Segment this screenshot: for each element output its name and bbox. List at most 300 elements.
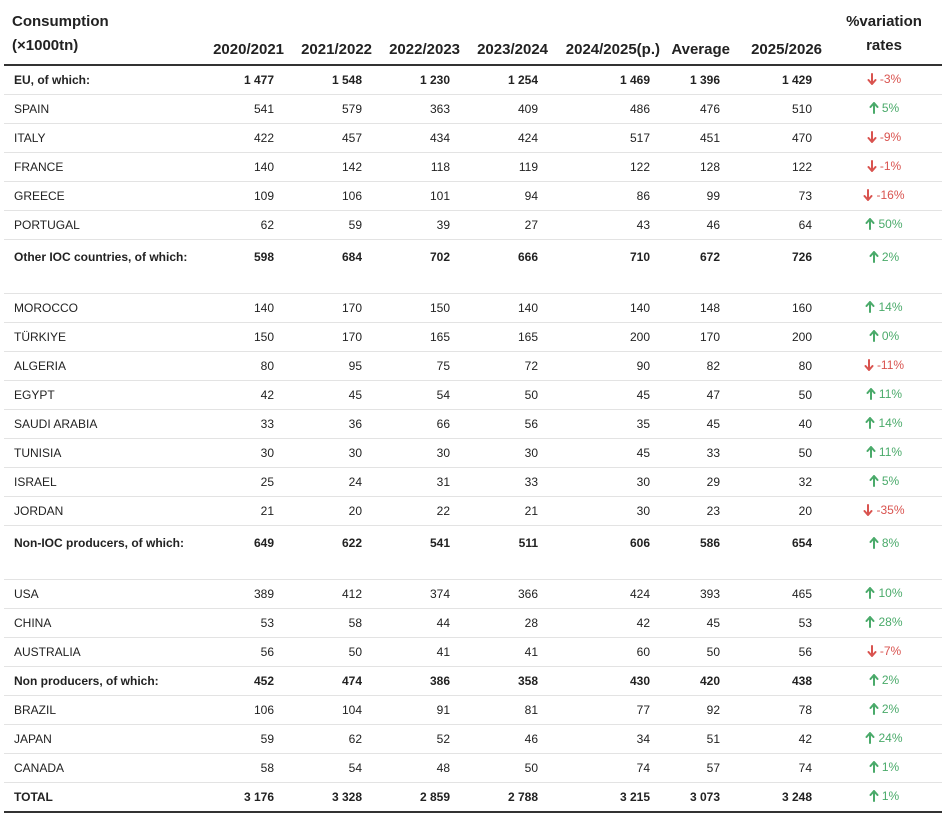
cell-value: 142	[288, 153, 376, 182]
cell-value: 140	[552, 294, 664, 323]
variation-cell	[826, 182, 942, 211]
cell-value: 1 429	[734, 65, 826, 95]
arrow-down-icon	[863, 504, 873, 516]
variation-cell	[826, 696, 942, 725]
variation-cell	[826, 410, 942, 439]
cell-value: 41	[464, 638, 552, 667]
arrow-up-icon	[869, 251, 879, 263]
cell-value: 1 477	[200, 65, 288, 95]
table-row	[4, 65, 942, 95]
cell-value: 438	[734, 667, 826, 696]
cell-value: 2 859	[376, 783, 464, 813]
cell-value: 486	[552, 95, 664, 124]
row-label: JAPAN	[4, 725, 200, 754]
cell-value: 56	[464, 410, 552, 439]
variation-cell	[826, 609, 942, 638]
cell-value: 81	[464, 696, 552, 725]
cell-value: 22	[376, 497, 464, 526]
cell-value: 64	[734, 211, 826, 240]
cell-value: 3 176	[200, 783, 288, 813]
cell-value: 58	[200, 754, 288, 783]
variation-cell	[826, 783, 942, 813]
cell-value: 39	[376, 211, 464, 240]
cell-value: 200	[734, 323, 826, 352]
variation-indicator	[867, 159, 901, 173]
arrow-down-icon	[863, 189, 873, 201]
variation-cell	[826, 95, 942, 124]
table-header	[4, 0, 942, 65]
cell-value: 434	[376, 124, 464, 153]
cell-value: 36	[288, 410, 376, 439]
variation-cell	[826, 153, 942, 182]
variation-indicator	[869, 673, 899, 687]
cell-value: 457	[288, 124, 376, 153]
column-header: Average	[664, 0, 734, 65]
cell-value: 517	[552, 124, 664, 153]
cell-value: 56	[734, 638, 826, 667]
cell-value: 3 073	[664, 783, 734, 813]
variation-cell	[826, 667, 942, 696]
cell-value: 122	[734, 153, 826, 182]
cell-value: 52	[376, 725, 464, 754]
column-header: 2022/2023	[376, 0, 464, 65]
variation-indicator	[869, 702, 899, 716]
cell-value: 106	[288, 182, 376, 211]
variation-percent: -9%	[879, 130, 902, 144]
cell-value: 702	[376, 240, 464, 294]
variation-percent: 0%	[881, 329, 900, 343]
table-row	[4, 696, 942, 725]
row-label: EGYPT	[4, 381, 200, 410]
cell-value: 50	[664, 638, 734, 667]
variation-indicator	[864, 358, 904, 372]
row-label: MOROCCO	[4, 294, 200, 323]
cell-value: 74	[552, 754, 664, 783]
cell-value: 165	[464, 323, 552, 352]
arrow-down-icon	[867, 73, 877, 85]
arrow-up-icon	[866, 446, 876, 458]
variation-percent: -35%	[876, 503, 905, 517]
cell-value: 1 230	[376, 65, 464, 95]
header-title-line2: (×1000tn)	[12, 37, 79, 54]
cell-value: 3 328	[288, 783, 376, 813]
variation-percent: -1%	[879, 159, 902, 173]
variation-cell	[826, 211, 942, 240]
cell-value: 23	[664, 497, 734, 526]
cell-value: 45	[288, 381, 376, 410]
table-row	[4, 526, 942, 580]
arrow-up-icon	[865, 218, 875, 230]
arrow-up-icon	[869, 102, 879, 114]
cell-value: 170	[288, 323, 376, 352]
cell-value: 35	[552, 410, 664, 439]
cell-value: 160	[734, 294, 826, 323]
cell-value: 452	[200, 667, 288, 696]
arrow-up-icon	[869, 330, 879, 342]
arrow-down-icon	[867, 131, 877, 143]
cell-value: 42	[200, 381, 288, 410]
cell-value: 474	[288, 667, 376, 696]
cell-value: 50	[734, 381, 826, 410]
arrow-up-icon	[869, 674, 879, 686]
cell-value: 40	[734, 410, 826, 439]
arrow-up-icon	[866, 388, 876, 400]
variation-cell	[826, 580, 942, 609]
column-header: 2025/2026	[734, 0, 826, 65]
table-row	[4, 352, 942, 381]
cell-value: 451	[664, 124, 734, 153]
variation-percent: 1%	[881, 789, 900, 803]
cell-value: 51	[664, 725, 734, 754]
variation-indicator	[863, 503, 904, 517]
variation-cell	[826, 65, 942, 95]
table-row	[4, 497, 942, 526]
variation-cell	[826, 725, 942, 754]
arrow-up-icon	[865, 301, 875, 313]
cell-value: 29	[664, 468, 734, 497]
row-label: TÜRKIYE	[4, 323, 200, 352]
table-row	[4, 240, 942, 294]
cell-value: 31	[376, 468, 464, 497]
cell-value: 1 254	[464, 65, 552, 95]
arrow-down-icon	[864, 359, 874, 371]
cell-value: 118	[376, 153, 464, 182]
cell-value: 30	[464, 439, 552, 468]
column-header: 2021/2022	[288, 0, 376, 65]
cell-value: 30	[288, 439, 376, 468]
row-label: SAUDI ARABIA	[4, 410, 200, 439]
variation-cell	[826, 754, 942, 783]
variation-percent: -3%	[879, 72, 902, 86]
cell-value: 42	[552, 609, 664, 638]
cell-value: 170	[664, 323, 734, 352]
cell-value: 122	[552, 153, 664, 182]
arrow-up-icon	[869, 703, 879, 715]
table-row	[4, 580, 942, 609]
variation-cell	[826, 323, 942, 352]
table-row	[4, 182, 942, 211]
cell-value: 62	[288, 725, 376, 754]
cell-value: 50	[464, 381, 552, 410]
cell-value: 48	[376, 754, 464, 783]
table-row	[4, 124, 942, 153]
cell-value: 148	[664, 294, 734, 323]
cell-value: 424	[552, 580, 664, 609]
variation-cell	[826, 468, 942, 497]
cell-value: 654	[734, 526, 826, 580]
variation-percent: 2%	[881, 250, 900, 264]
table-row	[4, 153, 942, 182]
cell-value: 90	[552, 352, 664, 381]
variation-cell	[826, 526, 942, 580]
cell-value: 75	[376, 352, 464, 381]
cell-value: 579	[288, 95, 376, 124]
row-label: TUNISIA	[4, 439, 200, 468]
variation-percent: -16%	[876, 188, 905, 202]
variation-indicator	[867, 72, 901, 86]
variation-cell	[826, 240, 942, 294]
row-label: USA	[4, 580, 200, 609]
cell-value: 1 548	[288, 65, 376, 95]
cell-value: 3 248	[734, 783, 826, 813]
variation-cell	[826, 497, 942, 526]
table-row	[4, 725, 942, 754]
variation-indicator	[867, 130, 901, 144]
table-row	[4, 468, 942, 497]
cell-value: 33	[664, 439, 734, 468]
cell-value: 77	[552, 696, 664, 725]
variation-indicator	[869, 247, 899, 267]
variation-cell	[826, 124, 942, 153]
variation-indicator	[869, 474, 899, 488]
cell-value: 109	[200, 182, 288, 211]
cell-value: 420	[664, 667, 734, 696]
cell-value: 53	[200, 609, 288, 638]
cell-value: 511	[464, 526, 552, 580]
arrow-up-icon	[865, 417, 875, 429]
row-label: JORDAN	[4, 497, 200, 526]
variation-indicator	[865, 217, 902, 231]
cell-value: 649	[200, 526, 288, 580]
cell-value: 45	[664, 609, 734, 638]
cell-value: 45	[552, 439, 664, 468]
cell-value: 21	[200, 497, 288, 526]
table-row	[4, 439, 942, 468]
header-variation	[826, 0, 942, 65]
cell-value: 140	[464, 294, 552, 323]
cell-value: 363	[376, 95, 464, 124]
cell-value: 33	[200, 410, 288, 439]
header-title-line1: Consumption	[12, 13, 109, 30]
cell-value: 104	[288, 696, 376, 725]
variation-percent: 14%	[878, 300, 903, 314]
cell-value: 44	[376, 609, 464, 638]
row-label: AUSTRALIA	[4, 638, 200, 667]
cell-value: 393	[664, 580, 734, 609]
cell-value: 366	[464, 580, 552, 609]
cell-value: 30	[376, 439, 464, 468]
cell-value: 465	[734, 580, 826, 609]
cell-value: 598	[200, 240, 288, 294]
variation-indicator	[865, 731, 902, 745]
variation-cell	[826, 352, 942, 381]
variation-indicator	[866, 445, 902, 459]
cell-value: 80	[200, 352, 288, 381]
variation-percent: 24%	[878, 731, 903, 745]
row-label: BRAZIL	[4, 696, 200, 725]
cell-value: 54	[288, 754, 376, 783]
arrow-up-icon	[865, 616, 875, 628]
cell-value: 672	[664, 240, 734, 294]
column-header: 2023/2024	[464, 0, 552, 65]
arrow-up-icon	[865, 587, 875, 599]
cell-value: 541	[200, 95, 288, 124]
variation-indicator	[867, 644, 901, 658]
table-body	[4, 65, 942, 812]
variation-indicator	[869, 329, 899, 343]
cell-value: 78	[734, 696, 826, 725]
row-label: GREECE	[4, 182, 200, 211]
cell-value: 86	[552, 182, 664, 211]
cell-value: 20	[734, 497, 826, 526]
cell-value: 476	[664, 95, 734, 124]
cell-value: 32	[734, 468, 826, 497]
cell-value: 3 215	[552, 783, 664, 813]
cell-value: 586	[664, 526, 734, 580]
row-label: CHINA	[4, 609, 200, 638]
cell-value: 80	[734, 352, 826, 381]
variation-percent: 2%	[881, 702, 900, 716]
header-consumption	[4, 0, 200, 65]
variation-percent: 1%	[881, 760, 900, 774]
cell-value: 34	[552, 725, 664, 754]
cell-value: 46	[464, 725, 552, 754]
variation-percent: 14%	[878, 416, 903, 430]
column-header: 2020/2021	[200, 0, 288, 65]
table-row	[4, 294, 942, 323]
cell-value: 50	[734, 439, 826, 468]
cell-value: 358	[464, 667, 552, 696]
cell-value: 43	[552, 211, 664, 240]
cell-value: 430	[552, 667, 664, 696]
cell-value: 73	[734, 182, 826, 211]
variation-indicator	[865, 615, 902, 629]
row-label: PORTUGAL	[4, 211, 200, 240]
variation-percent: 8%	[881, 536, 900, 550]
cell-value: 140	[200, 153, 288, 182]
cell-value: 30	[552, 468, 664, 497]
cell-value: 389	[200, 580, 288, 609]
cell-value: 470	[734, 124, 826, 153]
variation-indicator	[869, 789, 899, 803]
variation-percent: 11%	[878, 445, 903, 459]
arrow-up-icon	[865, 732, 875, 744]
header-variation-line1: %variation	[846, 13, 922, 30]
cell-value: 422	[200, 124, 288, 153]
column-header: 2024/2025(p.)	[552, 0, 664, 65]
row-label: Other IOC countries, of which:	[4, 240, 200, 294]
arrow-up-icon	[869, 761, 879, 773]
cell-value: 47	[664, 381, 734, 410]
cell-value: 58	[288, 609, 376, 638]
cell-value: 1 396	[664, 65, 734, 95]
variation-cell	[826, 638, 942, 667]
cell-value: 41	[376, 638, 464, 667]
cell-value: 50	[464, 754, 552, 783]
cell-value: 33	[464, 468, 552, 497]
cell-value: 726	[734, 240, 826, 294]
variation-percent: 50%	[878, 217, 903, 231]
cell-value: 72	[464, 352, 552, 381]
table-row	[4, 609, 942, 638]
variation-percent: -11%	[876, 358, 905, 372]
cell-value: 106	[200, 696, 288, 725]
cell-value: 1 469	[552, 65, 664, 95]
cell-value: 28	[464, 609, 552, 638]
cell-value: 165	[376, 323, 464, 352]
cell-value: 150	[200, 323, 288, 352]
cell-value: 53	[734, 609, 826, 638]
arrow-down-icon	[867, 645, 877, 657]
row-label: ITALY	[4, 124, 200, 153]
cell-value: 45	[664, 410, 734, 439]
cell-value: 99	[664, 182, 734, 211]
cell-value: 101	[376, 182, 464, 211]
variation-indicator	[869, 760, 899, 774]
cell-value: 30	[200, 439, 288, 468]
cell-value: 54	[376, 381, 464, 410]
cell-value: 170	[288, 294, 376, 323]
cell-value: 62	[200, 211, 288, 240]
row-label: FRANCE	[4, 153, 200, 182]
cell-value: 56	[200, 638, 288, 667]
cell-value: 25	[200, 468, 288, 497]
cell-value: 92	[664, 696, 734, 725]
variation-indicator	[865, 416, 902, 430]
variation-indicator	[869, 101, 899, 115]
cell-value: 50	[288, 638, 376, 667]
cell-value: 140	[200, 294, 288, 323]
cell-value: 91	[376, 696, 464, 725]
cell-value: 684	[288, 240, 376, 294]
variation-percent: 5%	[881, 101, 900, 115]
cell-value: 42	[734, 725, 826, 754]
cell-value: 412	[288, 580, 376, 609]
arrow-up-icon	[869, 475, 879, 487]
cell-value: 119	[464, 153, 552, 182]
variation-percent: 5%	[881, 474, 900, 488]
variation-cell	[826, 381, 942, 410]
cell-value: 622	[288, 526, 376, 580]
cell-value: 128	[664, 153, 734, 182]
variation-indicator	[869, 533, 899, 553]
row-label: TOTAL	[4, 783, 200, 813]
row-label: Non producers, of which:	[4, 667, 200, 696]
cell-value: 66	[376, 410, 464, 439]
variation-percent: -7%	[879, 644, 902, 658]
variation-indicator	[865, 586, 902, 600]
table-row	[4, 211, 942, 240]
row-label: CANADA	[4, 754, 200, 783]
cell-value: 30	[552, 497, 664, 526]
variation-percent: 11%	[878, 387, 903, 401]
arrow-up-icon	[869, 790, 879, 802]
cell-value: 710	[552, 240, 664, 294]
cell-value: 95	[288, 352, 376, 381]
cell-value: 74	[734, 754, 826, 783]
cell-value: 374	[376, 580, 464, 609]
cell-value: 24	[288, 468, 376, 497]
table-row	[4, 410, 942, 439]
cell-value: 57	[664, 754, 734, 783]
arrow-down-icon	[867, 160, 877, 172]
variation-percent: 10%	[878, 586, 903, 600]
cell-value: 46	[664, 211, 734, 240]
cell-value: 386	[376, 667, 464, 696]
table-row	[4, 323, 942, 352]
variation-percent: 2%	[881, 673, 900, 687]
cell-value: 510	[734, 95, 826, 124]
cell-value: 45	[552, 381, 664, 410]
row-label: SPAIN	[4, 95, 200, 124]
variation-indicator	[863, 188, 904, 202]
cell-value: 21	[464, 497, 552, 526]
variation-cell	[826, 294, 942, 323]
cell-value: 94	[464, 182, 552, 211]
consumption-table	[4, 0, 942, 813]
variation-indicator	[866, 387, 902, 401]
cell-value: 60	[552, 638, 664, 667]
